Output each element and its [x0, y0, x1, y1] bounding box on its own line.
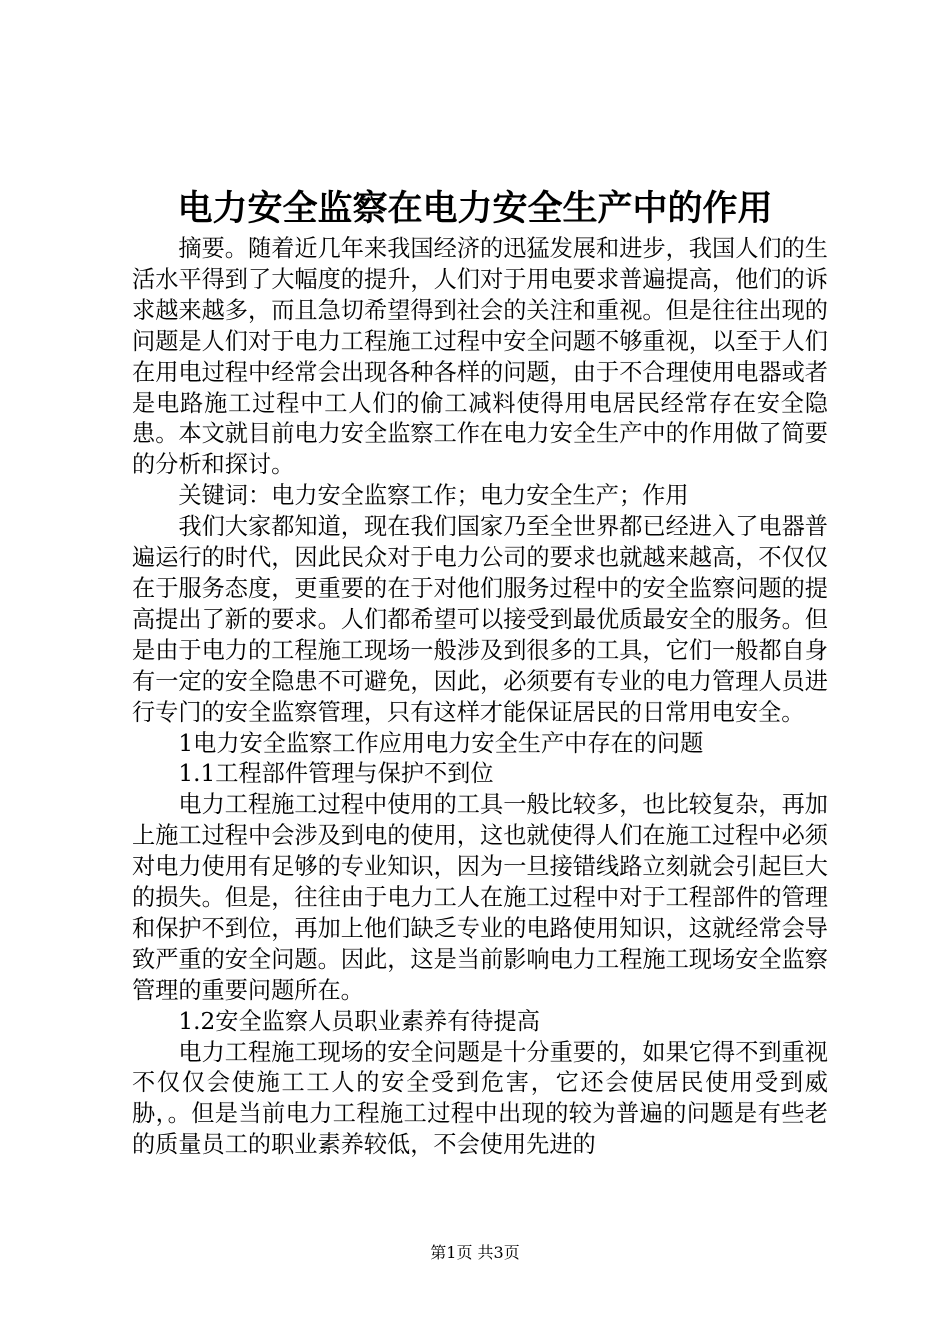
subsection-heading-1-2: 1.2安全监察人员职业素养有待提高 [178, 1007, 540, 1035]
keywords-paragraph: 关键词：电力安全监察工作；电力安全生产；作用 [178, 482, 689, 510]
document-body [132, 234, 828, 1161]
body-paragraph-1-2: 电力工程施工现场的安全问题是十分重要的，如果它得不到重视不仅仅会使施工工人的安全受到危害，它还会使居民使用受到威胁，。但是当前电力工程施工过程中出现的较为普遍的问题是有些老的质量员工的职业素养较低，不会使用先进的 [132, 1038, 828, 1159]
intro-paragraph: 我们大家都知道，现在我们国家乃至全世界都已经进入了电器普遍运行的时代，因此民众对于电力公司的要求也就越来越高，不仅仅在于服务态度，更重要的在于对他们服务过程中的安全监察问题的提高提出了新的要求。人们都希望可以接受到最优质最安全的服务。但是由于电力的工程施工现场一般涉及到很多的工具，它们一般都自身有一定的安全隐患不可避免，因此，必须要有专业的电力管理人员进行专门的安全监察管理，只有这样才能保证居民的日常用电安全。 [132, 513, 828, 726]
section-heading-1: 1电力安全监察工作应用电力安全生产中存在的问题 [178, 729, 704, 757]
abstract-paragraph: 摘要。随着近几年来我国经济的迅猛发展和进步，我国人们的生活水平得到了大幅度的提升，人们对于用电要求普遍提高，他们的诉求越来越多，而且急切希望得到社会的关注和重视。但是往往出现的问题是人们对于电力工程施工过程中安全问题不够重视，以至于人们在用电过程中经常会出现各种各样的问题，由于不合理使用电器或者是电路施工过程中工人们的偷工减料使得用电居民经常存在安全隐患。本文就目前电力安全监察工作在电力安全生产中的作用做了简要的分析和探讨。 [132, 235, 828, 479]
body-paragraph-1-1: 电力工程施工过程中使用的工具一般比较多，也比较复杂，再加上施工过程中会涉及到电的使用，这也就使得人们在施工过程中必须对电力使用有足够的专业知识，因为一旦接错线路立刻就会引起巨大的损失。但是，往往由于电力工人在施工过程中对于工程部件的管理和保护不到位，再加上他们缺乏专业的电路使用知识，这就经常会导致严重的安全问题。因此，这是当前影响电力工程施工现场安全监察管理的重要问题所在。 [132, 791, 828, 1004]
page-footer: 第1页 共3页 [430, 1243, 520, 1262]
document-title: 电力安全监察在电力安全生产中的作用 [177, 189, 773, 229]
subsection-heading-1-1: 1.1工程部件管理与保护不到位 [178, 760, 494, 788]
